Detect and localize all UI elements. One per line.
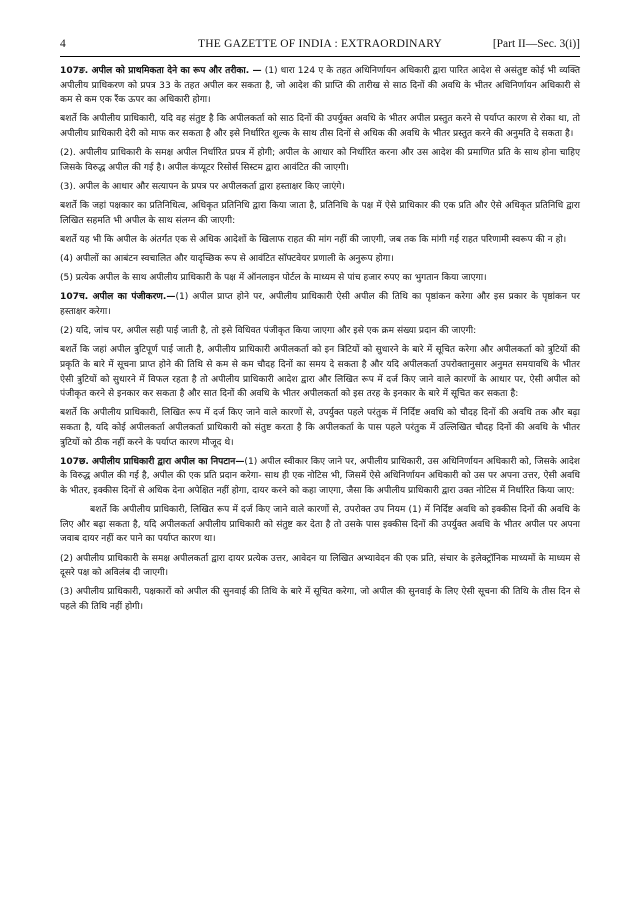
para-107chh-3 — [60, 585, 580, 614]
para-proviso-6 — [60, 503, 580, 547]
para-107e-4 — [60, 252, 580, 267]
para-107chh-1 — [60, 455, 580, 499]
section-heading-107chh: 107छ. अपीलीय प्राधिकारी द्वारा अपील का निपटान— — [60, 456, 245, 467]
page-header — [60, 36, 580, 57]
para-107chh-2 — [60, 552, 580, 581]
para-text: बशर्ते कि अपीलीय प्राधिकारी, लिखित रूप में दर्ज किए जाने वाले कारणों से, उपर्युक्त पहले परंतुक में निर्दिष्ट अवधि को चौदह दिनों की अवधि तक और बढ़ा सकता है, यदि कोई अपीलकर्ता अपीलकर्ता प्राधिकारी को संतुष्ट करता है कि अपीलकर्ता के पास पहले परंतुक में उल्लिखित चौदह दिनों की अवधि के भीतर त्रुटियों को ठीक नहीं करने के पर्याप्त कारण मौजूद थे। — [60, 408, 580, 448]
para-text: (2). अपीलीय प्राधिकारी के समक्ष अपील निर्धारित प्रपत्र में होगी; अपील के आधार को निर्धारित करना और उस आदेश की प्रमाणित प्रति के साथ होना चाहिए जिसके विरुद्ध अपील की गई है। अपील कंप्यूटर रिसोर्स सिस्टम द्वारा आवंटित की जाएगी। — [60, 148, 580, 173]
document-body — [60, 64, 580, 619]
para-107ch-2 — [60, 324, 580, 339]
para-text: बशर्ते कि जहां पक्षकार का प्रतिनिधित्व, अधिकृत प्रतिनिधि द्वारा किया जाता है, प्रतिनिधि के पक्ष में ऐसे प्राधिकार की एक प्रति और ऐसे अधिकृत प्रतिनिधि द्वारा लिखित सहमति भी अपील के साथ संलग्न की जाएगी: — [60, 201, 580, 226]
para-text: (3). अपील के आधार और सत्यापन के प्रपत्र पर अपीलकर्ता द्वारा हस्ताक्षर किए जाएंगे। — [60, 181, 345, 192]
para-text: (4) अपीलों का आबंटन स्वचालित और यादृच्छिक रूप से आवंटित सॉफ्टवेयर प्रणाली के अनुरूप होगा। — [60, 254, 394, 265]
para-text: (5) प्रत्येक अपील के साथ अपीलीय प्राधिकारी के पक्ष में ऑनलाइन पोर्टल के माध्यम से पांच हजार रुपए का भुगतान किया जाएगा। — [60, 273, 487, 284]
page-number: 4 — [60, 38, 66, 50]
para-text: बशर्ते कि अपीलीय प्राधिकारी, यदि वह संतुष्ट है कि अपीलकर्ता को साठ दिनों की उपर्युक्त अवधि के भीतर अपील प्रस्तुत करने से पर्याप्त कारण से रोका था, तो अपीलीय प्राधिकारी देरी को माफ कर सकता है और इसे निर्धारित शुल्क के साथ तीस दिनों से अधिक की अवधि के भीतर प्रस्तुत करने की अनुमति दे सकता है। — [60, 114, 580, 139]
para-107e-2 — [60, 146, 580, 175]
section-heading-107ch: 107च. अपील का पंजीकरण.— — [60, 292, 176, 303]
para-proviso-4 — [60, 343, 580, 401]
para-proviso-3 — [60, 233, 580, 248]
para-text: (1) धारा 124 ए के तहत अधिनिर्णायन अधिकारी द्वारा पारित आदेश से असंतुष्ट कोई भी व्यक्ति अपीलीय प्राधिकरण को प्रपत्र 33 के तहत अपील कर सकता है, जो आदेश की प्राप्ति की तारीख से साठ दिनों की अवधि के भीतर अधिनिर्णायन अधिकारी से कम से कम एक रैंक ऊपर का अधिकारी होगा। — [60, 66, 580, 106]
para-text: (3) अपीलीय प्राधिकारी, पक्षकारों को अपील की सुनवाई की तिथि के बारे में सूचित करेगा, जो अपील की सुनवाई के लिए ऐसी सूचना की तिथि के तीस दिन से पहले की तिथि नहीं होगी। — [60, 587, 580, 612]
para-text: (2) यदि, जांच पर, अपील सही पाई जाती है, तो इसे विधिवत पंजीकृत किया जाएगा और इसे एक क्रम संख्या प्रदान की जाएगी: — [60, 326, 477, 337]
para-text: (1) अपील प्राप्त होने पर, अपीलीय प्राधिकारी ऐसी अपील की तिथि का पृष्ठांकन करेगा और इस प्रकार के पृष्ठांकन पर हस्ताक्षर करेगा। — [60, 292, 580, 318]
para-107ch-1 — [60, 290, 580, 319]
para-text: बशर्ते यह भी कि अपील के अंतर्गत एक से अधिक आदेशों के खिलाफ राहत की मांग नहीं की जाएगी, जब तक कि मांगी गई राहत परिणामी स्वरूप की न हो। — [60, 234, 567, 245]
para-text: बशर्ते कि अपीलीय प्राधिकारी, लिखित रूप में दर्ज किए जाने वाले कारणों से, उपरोक्त उप नियम (1) में निर्दिष्ट अवधि को इक्कीस दिनों की अवधि के लिए और बढ़ा सकता है, यदि अपीलकर्ता अपीलीय प्राधिकारी को संतुष्ट कर देता है तो उसके पास इक्कीस दिनों की उपर्युक्त अवधि के भीतर अपील पर अपना जवाब दायर नहीं कर पाने का पर्याप्त कारण था। — [60, 505, 580, 545]
para-text: (2) अपीलीय प्राधिकारी के समक्ष अपीलकर्ता द्वारा दायर प्रत्येक उत्तर, आवेदन या लिखित अभ्यावेदन की एक प्रति, संचार के इलेक्ट्रॉनिक माध्यमों के माध्यम से दूसरे पक्ष को अविलंब दी जाएगी। — [60, 553, 580, 579]
para-proviso-1 — [60, 112, 580, 141]
para-text: (1) अपील स्वीकार किए जाने पर, अपीलीय प्राधिकारी, उस अधिनिर्णायन अधिकारी को, जिसके आदेश के विरुद्ध अपील की गई है, अपील की एक प्रति प्रदान करेगा- साथ ही एक नोटिस भी, जिसमें ऐसे अधिनिर्णायन अधिकारी को उस पर अपना उत्तर, ऐसी अवधि के भीतर, इक्कीस दिनों से अधिक देना अपेक्षित नहीं होगा, दायर करने को कहा जाएगा, जैसा कि अपीलीय प्राधिकारी द्वारा उक्त नोटिस में निर्धारित किया जाए: — [60, 456, 580, 496]
para-107e-1 — [60, 64, 580, 108]
para-107e-3 — [60, 180, 580, 195]
para-proviso-2 — [60, 199, 580, 228]
gazette-title: THE GAZETTE OF INDIA : EXTRAORDINARY — [198, 38, 442, 50]
para-107e-5 — [60, 271, 580, 286]
para-proviso-5 — [60, 406, 580, 450]
section-heading-107e: 107ङ. अपील को प्राथमिकता देने का रूप और तरीका. — — [60, 66, 262, 76]
section-label: [Part II—Sec. 3(i)] — [492, 38, 580, 50]
para-text: बशर्ते कि जहां अपील त्रुटिपूर्ण पाई जाती है, अपीलीय प्राधिकारी अपीलकर्ता को इन त्रिटियों को सुधारने के बारे में सूचित करेगा और अपीलकर्ता को त्रुटियों की प्रकृति के बारे में सूचना प्राप्त होने की तिथि से कम से कम चौदह दिनों का समय दे सकता है और यदि अपीलकर्ता उपरोक्तानुसार अनुमत समयावधि के भीतर ऐसी त्रुटियों को सुधारने में विफल रहता है तो अपीलीय प्राधिकारी आदेश द्वारा और लिखित रूप में दर्ज किए जाने वाले कारणों के आधार पर, ऐसी अपील को पंजीकृत करने से इनकार कर सकता है और सात दिनों की अवधि के भीतर अपीलकर्ता को इस तरह के इनकार के बारे में सूचित कर सकता है: — [60, 345, 580, 400]
